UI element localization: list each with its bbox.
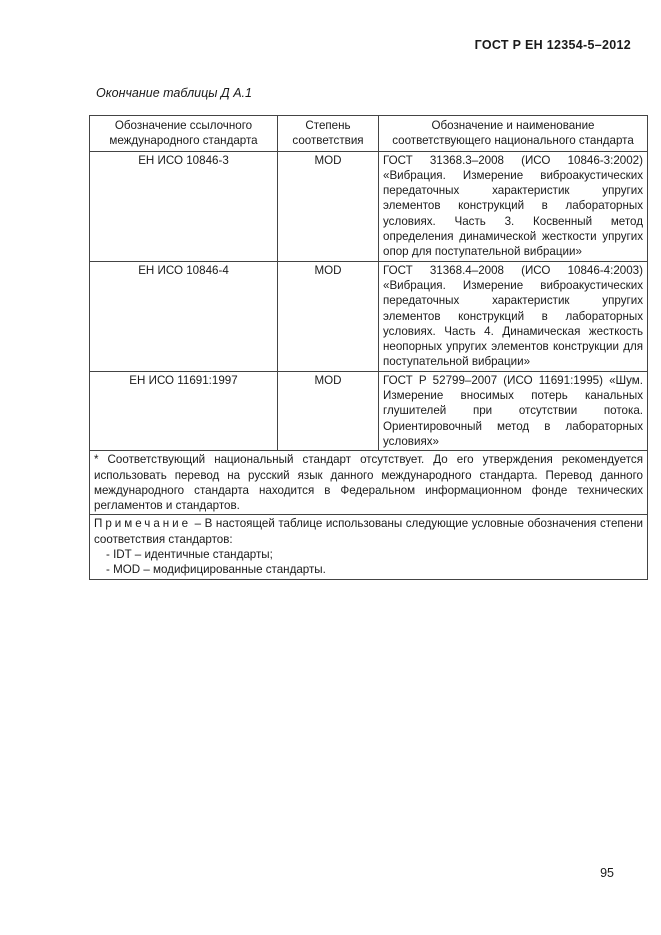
standards-table <box>89 115 648 580</box>
column-header-degree: Степень соответствия <box>278 116 379 152</box>
reference-standard-cell: ЕН ИСО 10846-4 <box>90 261 278 371</box>
table-caption: Окончание таблицы Д А.1 <box>96 86 252 100</box>
list-item: - MOD – модифицированные стандарты. <box>106 563 326 577</box>
reference-standard-cell: ЕН ИСО 10846-3 <box>90 151 278 261</box>
degree-cell: MOD <box>278 151 379 261</box>
note-list <box>94 547 643 578</box>
table-note <box>90 515 648 579</box>
national-standard-cell: ГОСТ 31368.3–2008 (ИСО 10846-3:2002) «Вибрация. Измерение виброакустических передаточных характеристик упругих элементов конструкций в лабораторных условиях. Часть 3. Косвенный метод определения динамической жесткости упругих опор для поступательной вибрации» <box>379 151 648 261</box>
table-footnote: * Соответствующий национальный стандарт отсутствует. До его утверждения рекомендуется использовать перевод на русский язык данного международного стандарта. Перевод данного международного стандарта находится в Федеральном информационном фонде технических регламентов и стандартов. <box>90 451 648 515</box>
national-standard-cell: ГОСТ Р 52799–2007 (ИСО 11691:1995) «Шум. Измерение вносимых потерь канальных глушителей при отсутствии потока. Ориентировочный метод в лабораторных условиях» <box>379 371 648 450</box>
page-number: 95 <box>600 866 614 880</box>
note-row <box>90 515 648 579</box>
note-text: – В настоящей таблице использованы следующие условные обозначения степени соответствия стандартов: <box>94 517 643 546</box>
degree-cell: MOD <box>278 371 379 450</box>
table-header-row <box>90 116 648 152</box>
column-header-national: Обозначение и наименование соответствующего национального стандарта <box>379 116 648 152</box>
national-standard-cell: ГОСТ 31368.4–2008 (ИСО 10846-4:2003) «Вибрация. Измерение виброакустических передаточных характеристик упругих элементов конструкций в лабораторных условиях. Часть 4. Динамическая жесткость неопорных упругих элементов конструкции для поступательной вибрации» <box>379 261 648 371</box>
footnote-row <box>90 451 648 515</box>
note-label: Примечание <box>94 517 192 531</box>
column-header-reference: Обозначение ссылочного международного стандарта <box>90 116 278 152</box>
table-row <box>90 371 648 450</box>
document-code-header: ГОСТ Р ЕН 12354-5–2012 <box>474 38 631 52</box>
table-row <box>90 261 648 371</box>
degree-cell: MOD <box>278 261 379 371</box>
list-item: - IDT – идентичные стандарты; <box>106 548 273 562</box>
table-row <box>90 151 648 261</box>
reference-standard-cell: ЕН ИСО 11691:1997 <box>90 371 278 450</box>
